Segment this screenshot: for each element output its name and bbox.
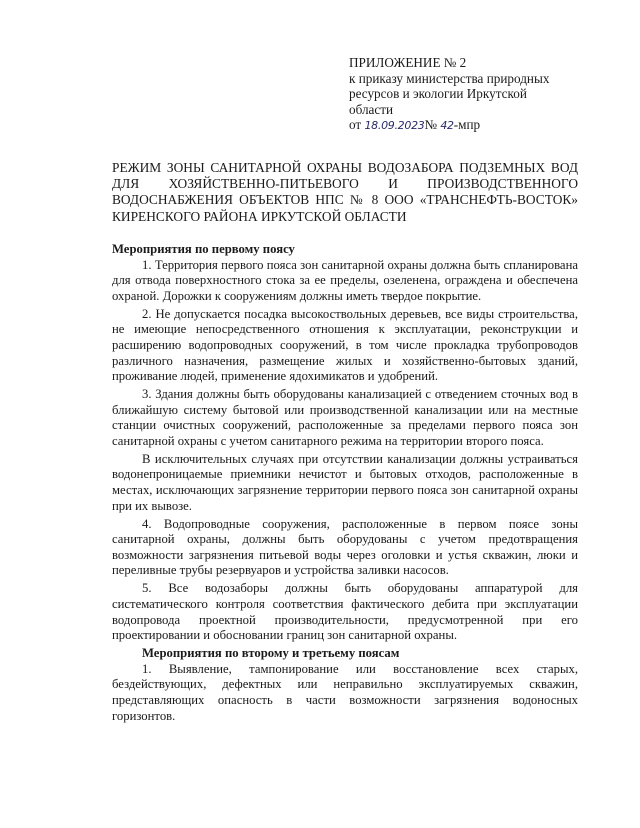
paragraph: 5. Все водозаборы должны быть оборудованы аппаратурой для систематического контроля соответствия фактического дебита при эксплуатации водопровода проектной производительности, предусмотренной при его проектировании и обосновании границ зон санитарной охраны. <box>112 581 578 643</box>
appendix-date-line <box>349 117 579 134</box>
appendix-title: ПРИЛОЖЕНИЕ № 2 <box>349 55 467 70</box>
paragraph: 1. Выявление, тампонирование или восстановление всех старых, бездействующих, дефектных или неправильно эксплуатируемых скважин, представляющих опасность в части возможности загрязнения водоносных горизонтов. <box>112 661 578 723</box>
appendix-number-label: № <box>424 117 438 132</box>
paragraph: 4. Водопроводные сооружения, расположенные в первом поясе зоны санитарной охраны, должны быть оборудованы с учетом предотвращения возможности загрязнения питьевой воды через оголовки и устья скважин, люки и переливные трубы резервуаров и устройства заливки насосов. <box>112 516 578 578</box>
appendix-line-3: области <box>349 101 394 117</box>
paragraph: 2. Не допускается посадка высокоствольных деревьев, все виды строительства, не имеющие непосредственного отношения к эксплуатации, реконструкции и расширению водопроводных сооружений, в том числе прокладка трубопроводов различного назначения, размещение жилых и хозяйственно-бытовых зданий, проживание людей, применение ядохимикатов и удобрений. <box>112 306 578 384</box>
appendix-line-2: ресурсов и экологии Иркутской <box>349 86 527 101</box>
paragraph: 3. Здания должны быть оборудованы канализацией с отведением сточных вод в ближайшую систему бытовой или производственной канализации или на местные станции очистных сооружений, расположенные за пределами первого пояса зон санитарной охраны с учетом санитарного режима на территории второго пояса. <box>112 387 578 448</box>
document-body <box>112 242 578 727</box>
appendix-suffix: -мпр <box>453 117 481 132</box>
handwritten-number: 42 <box>440 119 454 132</box>
section-heading-first-zone: Мероприятия по первому поясу <box>112 242 295 256</box>
document-title: РЕЖИМ ЗОНЫ САНИТАРНОЙ ОХРАНЫ ВОДОЗАБОРА ПОДЗЕМНЫХ ВОД ДЛЯ ХОЗЯЙСТВЕННО-ПИТЬЕВОГО И ПРОИЗВОДСТВЕННОГО ВОДОСНАБЖЕНИЯ ОБЪЕКТОВ НПС № 8 ООО «ТРАНСНЕФТЬ-ВОСТОК» КИРЕНСКОГО РАЙОНА ИРКУТСКОЙ ОБЛАСТИ <box>112 160 578 224</box>
handwritten-date: 18.09.2023 <box>364 119 425 132</box>
paragraph: В исключительных случаях при отсутствии канализации должны устраиваться водонепроницаемые приемники нечистот и бытовых отходов, расположенные в местах, исключающих загрязнение территории первого пояса зон санитарной охраны при их вывозе. <box>112 451 578 513</box>
appendix-block <box>349 55 579 134</box>
appendix-from-label: от <box>349 117 362 132</box>
section-heading-second-third-zones: Мероприятия по второму и третьему поясам <box>142 646 400 661</box>
paragraph: 1. Территория первого пояса зон санитарной охраны должна быть спланирована для отвода поверхностного стока за ее пределы, озеленена, ограждена и обеспечена охраной. Дорожки к сооружениям должны иметь твердое покрытие. <box>112 257 578 303</box>
appendix-line-1: к приказу министерства природных <box>349 70 550 86</box>
